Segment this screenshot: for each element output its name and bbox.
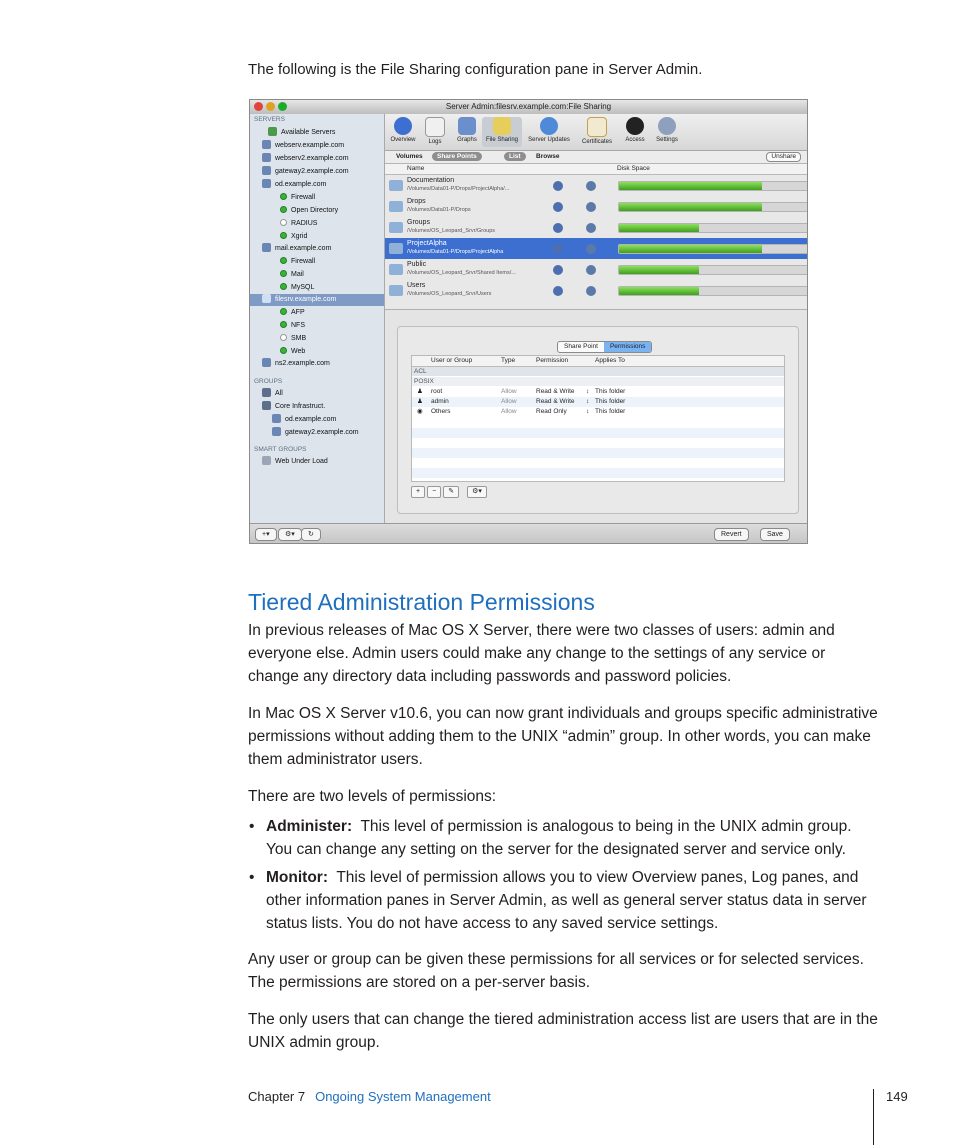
share-point-name: Documentation <box>407 177 455 184</box>
sidebar-item-service[interactable]: NFS <box>280 320 305 332</box>
action-gear-icon[interactable]: ⚙▾ <box>278 528 302 541</box>
sidebar-smart-group-item[interactable]: Web Under Load <box>262 456 328 468</box>
perm-type: Allow <box>501 408 517 415</box>
disk-usage-bar <box>618 265 808 275</box>
perm-applies: This folder <box>595 408 626 415</box>
stepper-icon[interactable]: ↕ <box>586 398 590 405</box>
bullet-label: Monitor: <box>266 869 328 886</box>
posix-section: POSIX <box>412 377 784 386</box>
tab-permissions[interactable]: Permissions <box>604 342 651 352</box>
status-dot-icon <box>280 206 287 213</box>
title-bar <box>250 100 807 115</box>
toolbar <box>385 114 807 151</box>
server-icon <box>272 427 281 436</box>
sidebar-item-server[interactable]: od.example.com <box>262 179 326 191</box>
toolbar-certificates[interactable]: Certificates <box>577 117 617 145</box>
certificate-icon <box>587 117 607 137</box>
refresh-icon[interactable]: ↻ <box>301 528 321 541</box>
paragraph: In Mac OS X Server v10.6, you can now grant individuals and groups specific administrative permissions without adding them to the UNIX “admin” group. In other words, you can make them administrator users. <box>248 705 878 768</box>
perm-level[interactable]: Read Only <box>536 408 567 415</box>
bullet-text: This level of permission allows you to view Overview panes, Log panes, and other information panes in Server Admin, as well as general server status data in server status lists. You do not have access to any saved service settings. <box>266 869 867 932</box>
globe-icon[interactable] <box>553 286 563 296</box>
sub-toolbar <box>385 151 807 164</box>
perm-applies: This folder <box>595 398 626 405</box>
folder-icon <box>389 243 403 254</box>
user-icon: ♟ <box>417 388 423 395</box>
sidebar-item-service[interactable]: Mail <box>280 269 304 281</box>
sidebar-item-server[interactable]: ns2.example.com <box>262 358 330 370</box>
status-dot-icon <box>280 347 287 354</box>
status-dot-icon <box>280 232 287 239</box>
paragraph: Any user or group can be given these permissions for all services or for selected services. The permissions are stored on a per-server basis. <box>248 951 864 991</box>
sidebar-group-item[interactable]: gateway2.example.com <box>272 427 359 439</box>
servers-header[interactable]: SERVERS <box>254 116 285 123</box>
share-point-name: Groups <box>407 219 430 226</box>
sidebar-item-server[interactable]: gateway2.example.com <box>262 166 349 178</box>
group-icon <box>262 388 271 397</box>
status-dot-icon <box>280 308 287 315</box>
sidebar-item-service[interactable]: SMB <box>280 333 306 345</box>
permission-row[interactable] <box>412 407 784 417</box>
smart-groups-header[interactable]: SMART GROUPS <box>254 446 307 453</box>
sidebar-item-server[interactable]: webserv2.example.com <box>262 153 349 165</box>
info-icon <box>394 117 412 135</box>
server-icon <box>262 153 271 162</box>
user-icon: ◉ <box>417 408 423 415</box>
toolbar-access[interactable]: Access <box>615 117 655 143</box>
tab-share-point[interactable]: Share Point <box>564 343 598 350</box>
status-dot-icon <box>280 257 287 264</box>
footer-divider <box>873 1089 874 1145</box>
share-point-name: ProjectAlpha <box>407 240 447 247</box>
share-point-path: /Volumes/OS_Leopard_Srvr/Groups <box>407 228 496 234</box>
chapter-link[interactable]: Ongoing System Management <box>315 1089 491 1104</box>
folder-icon <box>389 222 403 233</box>
user-icon: ♟ <box>417 398 423 405</box>
add-server-icon[interactable]: +▾ <box>255 528 277 541</box>
status-dot-icon <box>280 270 287 277</box>
permissions-table <box>411 355 785 482</box>
server-icon <box>262 179 271 188</box>
spotlight-icon[interactable] <box>586 286 596 296</box>
paragraph: The only users that can change the tiered administration access list are users that are in the UNIX admin group. <box>248 1011 878 1051</box>
globe-icon[interactable] <box>553 223 563 233</box>
paragraph: In previous releases of Mac OS X Server, there were two classes of users: admin and everyone else. Admin users could make any change to the settings of any service or change any directory data including passwords and password policies. <box>248 622 835 685</box>
permissions-header <box>412 356 784 367</box>
update-icon <box>540 117 558 135</box>
toolbar-logs[interactable]: Logs <box>415 117 455 145</box>
column-disk-space[interactable]: Disk Space <box>617 165 650 172</box>
share-point-path: /Volumes/Data01-P/Drops/ProjectAlpha <box>407 249 504 255</box>
groups-header[interactable]: GROUPS <box>254 378 283 385</box>
sidebar-item-service[interactable]: AFP <box>280 307 305 319</box>
toolbar-file-sharing[interactable]: File Sharing <box>482 117 522 147</box>
close-icon[interactable] <box>254 102 263 111</box>
share-point-row[interactable] <box>385 175 807 196</box>
revert-button[interactable]: Revert <box>714 528 749 541</box>
bullet-text: This level of permission is analogous to being in the UNIX admin group. You can change any setting on the server for the designated server and service only. <box>266 818 852 858</box>
share-point-row[interactable] <box>385 196 807 217</box>
permission-row[interactable] <box>412 387 784 397</box>
status-dot-icon <box>280 193 287 200</box>
tab-list[interactable]: List <box>504 152 526 161</box>
status-dot-icon <box>280 283 287 290</box>
bullet-administer: • Administer: This level of permission is analogous to being in the UNIX admin group. You can change any setting on the server for the designated server and service only. <box>249 818 852 858</box>
column-name[interactable]: Name <box>407 165 425 172</box>
minimize-icon[interactable] <box>266 102 275 111</box>
perm-user: Others <box>431 408 451 415</box>
disk-usage-bar <box>618 244 808 254</box>
sidebar-item-service[interactable]: Firewall <box>280 192 315 204</box>
spotlight-icon[interactable] <box>586 202 596 212</box>
globe-icon[interactable] <box>553 265 563 275</box>
sidebar-item-server[interactable]: webserv.example.com <box>262 140 344 152</box>
globe-icon <box>268 127 277 136</box>
perm-type: Allow <box>501 398 517 405</box>
acl-section: ACL <box>412 367 784 376</box>
stepper-icon[interactable]: ↕ <box>586 408 590 415</box>
toolbar-overview[interactable]: Overview <box>383 117 423 143</box>
perm-applies: This folder <box>595 388 626 395</box>
folder-icon <box>389 180 403 191</box>
sidebar-item-service[interactable]: Firewall <box>280 256 315 268</box>
share-point-name: Users <box>407 282 426 289</box>
gear-icon <box>262 456 271 465</box>
share-point-path: /Volumes/Data01-P/Drops/ProjectAlpha/... <box>407 186 510 192</box>
disk-usage-bar <box>618 223 808 233</box>
perm-user: admin <box>431 398 449 405</box>
toolbar-server-updates[interactable]: Server Updates <box>527 117 571 143</box>
permission-row[interactable] <box>412 397 784 407</box>
spotlight-icon[interactable] <box>586 181 596 191</box>
column-type[interactable]: Type <box>501 357 516 364</box>
column-user[interactable]: User or Group <box>431 357 473 364</box>
sidebar <box>250 114 385 523</box>
group-icon <box>262 401 271 410</box>
unshare-button[interactable]: Unshare <box>766 152 801 162</box>
globe-icon[interactable] <box>553 181 563 191</box>
spotlight-icon[interactable] <box>586 244 596 254</box>
stepper-icon[interactable]: ↕ <box>586 388 590 395</box>
share-point-row[interactable] <box>385 280 807 301</box>
disk-usage-bar <box>618 286 808 296</box>
edit-icon[interactable]: ✎ <box>443 486 459 498</box>
server-icon <box>262 243 271 252</box>
server-icon <box>262 358 271 367</box>
footer <box>248 1089 491 1104</box>
spotlight-icon[interactable] <box>586 223 596 233</box>
detail-pane <box>385 309 807 524</box>
disk-usage-bar <box>618 181 808 191</box>
server-icon <box>262 294 271 303</box>
sidebar-item-service[interactable]: Web <box>280 346 305 358</box>
gear-menu-icon[interactable]: ⚙▾ <box>467 486 487 498</box>
users-icon <box>626 117 644 135</box>
window-title: Server Admin:filesrv.example.com:File Sharing <box>445 102 612 111</box>
zoom-icon[interactable] <box>278 102 287 111</box>
status-dot-icon <box>280 334 287 341</box>
share-point-row[interactable] <box>385 259 807 280</box>
server-icon <box>272 414 281 423</box>
page-number: 149 <box>886 1089 908 1104</box>
save-button[interactable]: Save <box>760 528 790 541</box>
share-point-path: /Volumes/OS_Leopard_Srvr/Shared Items/... <box>407 270 516 276</box>
status-dot-icon <box>280 219 287 226</box>
section-heading: Tiered Administration Permissions <box>248 589 595 615</box>
disk-usage-bar <box>618 202 808 212</box>
server-icon <box>262 166 271 175</box>
tab-browse[interactable]: Browse <box>536 153 560 160</box>
paragraph: There are two levels of permissions: <box>248 788 497 805</box>
document-icon <box>425 117 445 137</box>
sidebar-item-server[interactable]: mail.example.com <box>262 243 331 255</box>
chart-icon <box>458 117 476 135</box>
sidebar-group-item[interactable]: od.example.com <box>272 414 336 426</box>
toolbar-settings[interactable]: Settings <box>647 117 687 143</box>
permission-buttons <box>411 486 489 498</box>
list-header <box>385 164 807 175</box>
server-admin-window <box>249 99 808 544</box>
sidebar-group-item[interactable]: Core Infrastruct. <box>262 401 325 413</box>
column-permission[interactable]: Permission <box>536 357 569 364</box>
sidebar-item-service[interactable]: RADIUS <box>280 218 317 230</box>
share-point-name: Public <box>407 261 427 268</box>
globe-icon[interactable] <box>553 244 563 254</box>
sidebar-item-service[interactable]: Open Directory <box>280 205 338 217</box>
perm-level[interactable]: Read & Write <box>536 398 575 405</box>
spotlight-icon[interactable] <box>586 265 596 275</box>
add-icon[interactable]: + <box>411 486 425 498</box>
folder-icon <box>389 201 403 212</box>
column-applies[interactable]: Applies To <box>595 357 625 364</box>
globe-icon[interactable] <box>553 202 563 212</box>
share-point-name: Drops <box>407 198 426 205</box>
chapter-label: Chapter 7 <box>248 1089 306 1104</box>
folder-icon <box>493 117 511 135</box>
folder-icon <box>389 285 403 296</box>
folder-icon <box>389 264 403 275</box>
share-point-path: /Volumes/Data01-P/Drops <box>407 207 471 213</box>
share-point-row[interactable] <box>385 217 807 238</box>
sidebar-item-selected-server[interactable]: filesrv.example.com <box>250 294 384 306</box>
tab-volumes[interactable]: Volumes <box>396 153 423 160</box>
perm-level[interactable]: Read & Write <box>536 388 575 395</box>
sidebar-item-service[interactable]: Xgrid <box>280 231 307 243</box>
segmented-control <box>557 341 652 353</box>
server-icon <box>262 140 271 149</box>
status-dot-icon <box>280 321 287 328</box>
toolbar-graphs[interactable]: Graphs <box>447 117 487 143</box>
share-point-row[interactable] <box>385 238 807 259</box>
remove-icon[interactable]: − <box>427 486 441 498</box>
gear-icon <box>658 117 676 135</box>
share-point-path: /Volumes/OS_Leopard_Srvr/Users <box>407 291 492 297</box>
tab-share-points[interactable]: Share Points <box>432 152 482 161</box>
perm-type: Allow <box>501 388 517 395</box>
sidebar-group-item[interactable]: All <box>262 388 283 400</box>
bullet-monitor: • Monitor: This level of permission allows you to view Overview panes, Log panes, and other information panes in Server Admin, as well as general server status data in server status lists. You do not have access to any saved service settings. <box>249 869 867 932</box>
perm-user: root <box>431 388 443 395</box>
sidebar-item-service[interactable]: MySQL <box>280 282 314 294</box>
sidebar-item-available-servers[interactable]: Available Servers <box>268 127 335 139</box>
bullet-label: Administer: <box>266 818 353 835</box>
intro-text: The following is the File Sharing configuration pane in Server Admin. <box>248 61 703 78</box>
bottom-bar <box>250 523 807 544</box>
